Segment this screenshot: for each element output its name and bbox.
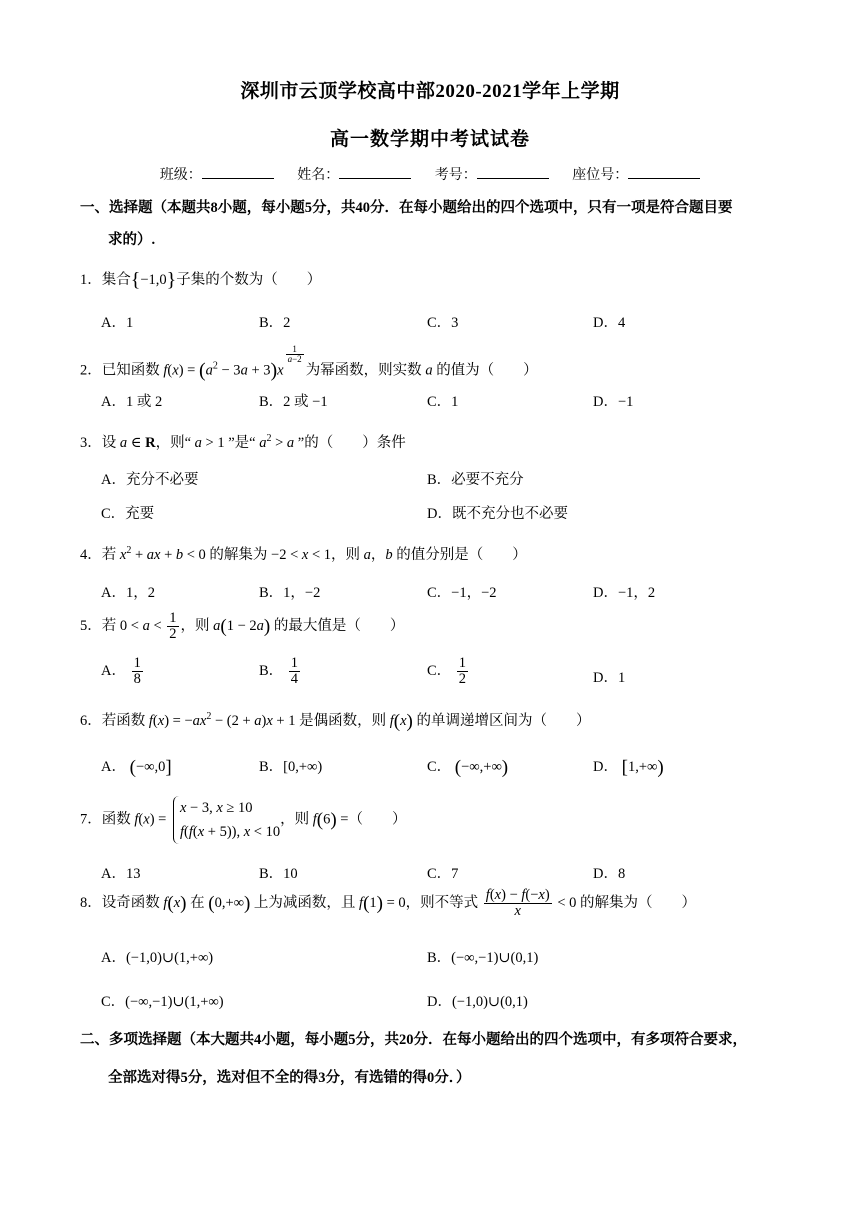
q4-option-a: A．1，2 [101,585,155,601]
seat-number-field: 座位号： [572,168,700,183]
q2-option-a: A．1 或 2 [101,394,163,410]
exam-title: 深圳市云顶学校高中部2020-2021学年上学期 [240,81,620,102]
q2-option-b: B．2 或 −1 [259,394,328,410]
q4-option-c: C．−1，−2 [427,585,497,601]
q3-option-b: B．必要不充分 [427,472,524,488]
q1-option-c: C．3 [427,315,459,331]
q5-option-a: A． $\frac{1}{8}$ [101,655,141,688]
question-3: 3．设 a ∈ R，则“ a > 1 ”是“ $a^2 > a$ ”的（ ）条件 [80,433,406,451]
q3-option-d: D．既不充分也不必要 [427,506,568,522]
name-field: 姓名： [297,168,411,183]
q6-option-a: A． (−∞,0] [101,757,172,778]
q7-option-b: B．10 [259,866,298,882]
class-field: 班级： [160,168,274,183]
section2-heading: 二、多项选择题（本大题共4小题，每小题5分，共20分．在每小题给出的四个选项中，有多项符合要求， 全部选对得5分，选对但不全的得3分，有选错的得0分．） [80,1032,747,1086]
q6-option-c: C． (−∞,+∞) [427,757,509,778]
q5-option-b: B． $\frac{1}{4}$ [259,655,299,688]
q7-option-d: D．8 [593,866,626,882]
question-1: 1．集合{−1,0}子集的个数为（ ） [80,269,322,291]
question-2: 2．已知函数 $f(x) = (a^2 - 3a + 3)x$ $\frac{1}{a-2}$ 为幂函数，则实数 a 的值为（ ） [80,344,538,382]
q5-option-c: C． $\frac{1}{2}$ [427,655,467,688]
q1-option-a: A．1 [101,315,134,331]
q7-option-a: A．13 [101,866,141,882]
q2-option-d: D．−1 [593,394,634,410]
q3-option-a: A．充分不必要 [101,472,199,488]
question-8: 8．设奇函数 f(x) 在 (0,+∞) 上为减函数，且 f(1) = 0，则不等式 $\frac{f(x) - f(-x)}{x}$ < 0 的解集为（ ） [80,887,697,920]
exam-number-field: 考号： [435,168,549,183]
q1-option-d: D．4 [593,315,626,331]
q8-option-d: D．(−1,0)∪(0,1) [427,994,528,1010]
question-6: 6．若函数 $f(x) = -ax^2 - (2 + a)x + 1$ 是偶函数，则 f(x) 的单调递增区间为（ ） [80,711,591,732]
q2-option-c: C．1 [427,394,459,410]
q8-option-c: C．(−∞,−1)∪(1,+∞) [101,994,224,1010]
q5-option-d: D．1 [593,670,626,686]
q7-option-c: C．7 [427,866,459,882]
question-5: 5．若 0 < a < $\frac{1}{2}$ ，则 a(1 − 2a) 的最大值是（ ） [80,610,405,643]
student-info-row [0,164,860,184]
q6-option-d: D． [1,+∞) [593,757,664,778]
q6-option-b: B．[0,+∞) [259,759,323,775]
question-4: 4．若 $x^2$ + ax + b < 0 的解集为 −2 < x < 1，则 a，b 的值分别是（ ） [80,545,527,563]
q3-option-c: C．充要 [101,506,155,522]
q8-option-a: A．(−1,0)∪(1,+∞) [101,950,214,966]
section1-heading: 一、选择题（本题共8小题，每小题5分，共40分．在每小题给出的四个选项中，只有一项是符合题目要 求的）. [80,200,733,248]
exam-subtitle: 高一数学期中考试试卷 [329,129,530,150]
q4-option-b: B．1，−2 [259,585,321,601]
question-7: 7．函数 f(x) = x − 3, x ≥ 10 f(f(x + 5)), x < 10 ，则 f(6) =（ ） [80,796,406,844]
q4-option-d: D．−1，2 [593,585,656,601]
q8-option-b: B．(−∞,−1)∪(0,1) [427,950,539,966]
q1-option-b: B．2 [259,315,291,331]
